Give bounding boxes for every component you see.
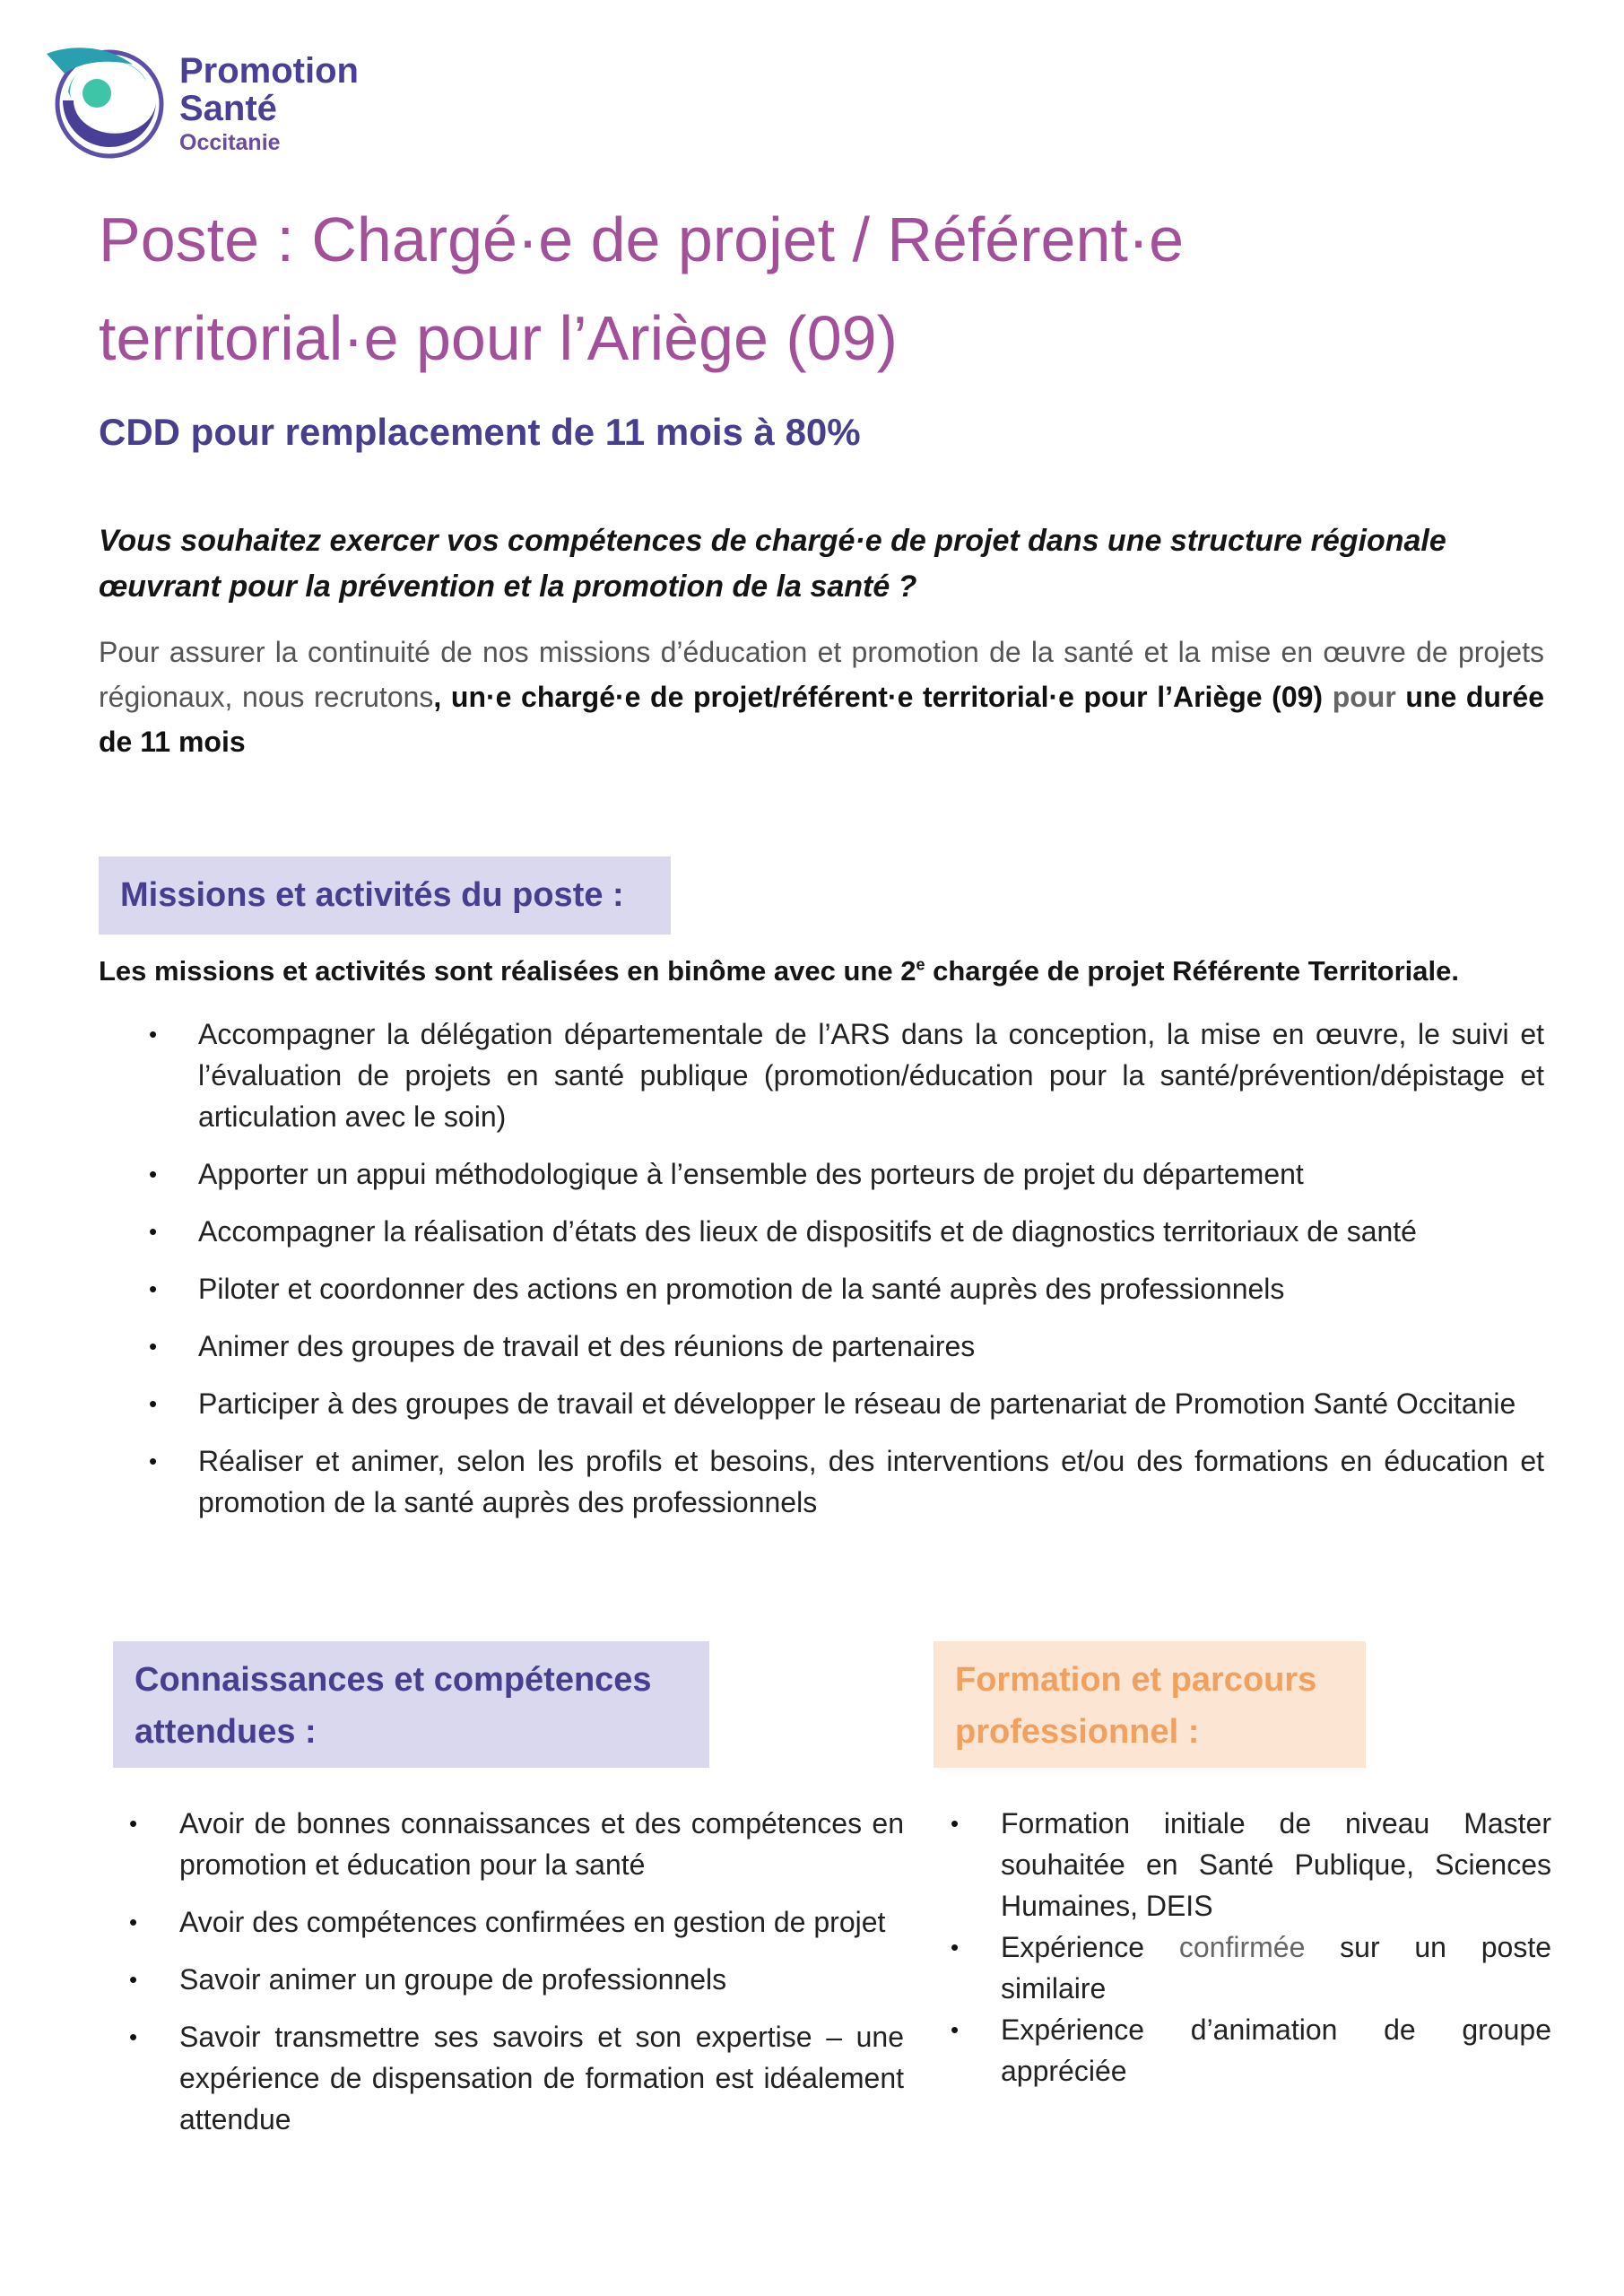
promotion-sante-logo-icon xyxy=(47,38,172,163)
list-item xyxy=(143,1326,1544,1367)
competences-heading xyxy=(113,1641,709,1768)
missions-lead-end: chargée de projet Référente Territoriale. xyxy=(925,955,1459,987)
list-item xyxy=(143,1211,1544,1252)
bullet-icon: • xyxy=(149,1021,158,1048)
list-item xyxy=(126,1803,904,1885)
bullet-icon: • xyxy=(129,1966,138,1993)
logo-line-promotion: Promotion xyxy=(179,51,359,91)
list-item xyxy=(143,1383,1544,1424)
mission-text: Animer des groupes de travail et des réunions de partenaires xyxy=(198,1330,976,1362)
formation-item2-grey: confirmée xyxy=(1178,1931,1306,1963)
logo-line-occitanie: Occitanie xyxy=(179,130,281,155)
bullet-icon: • xyxy=(149,1275,158,1302)
competences-heading-line2: attendues : xyxy=(135,1713,317,1751)
competence-text: Savoir animer un groupe de professionnels xyxy=(179,1963,727,1996)
formation-heading-line2: professionnel : xyxy=(955,1713,1200,1751)
mission-text: Participer à des groupes de travail et développer le réseau de partenariat de Promotion Santé Occitanie xyxy=(198,1387,1516,1420)
bullet-icon: • xyxy=(129,1810,138,1837)
intro-text-start: Pour assurer la continuité de nos missions d’éducation et promotion de la santé et la mise en œuvre de projets régionaux, nous recrutons xyxy=(99,636,1544,713)
bullet-icon: • xyxy=(129,1909,138,1935)
missions-heading: Missions et activités du poste : xyxy=(99,857,671,935)
bullet-icon: • xyxy=(149,1390,158,1417)
bullet-icon: • xyxy=(951,1934,960,1961)
list-item xyxy=(126,1959,904,2000)
missions-lead xyxy=(99,955,1569,987)
formation-item2-start: Expérience xyxy=(1001,1931,1179,1963)
contract-subtitle: CDD pour remplacement de 11 mois à 80% xyxy=(99,411,861,453)
logo-wordmark xyxy=(179,52,359,158)
list-item xyxy=(947,1803,1551,1926)
list-item xyxy=(143,1013,1544,1137)
list-item xyxy=(126,2016,904,2140)
competences-list xyxy=(126,1803,904,2156)
mission-text: Accompagner la réalisation d’états des lieux de dispositifs et de diagnostics territoriaux de santé xyxy=(198,1215,1417,1248)
logo xyxy=(47,38,387,163)
logo-line-sante: Santé xyxy=(179,89,277,128)
bullet-icon: • xyxy=(951,1810,960,1837)
intro-paragraph xyxy=(99,630,1544,764)
list-item xyxy=(947,1926,1551,2009)
formation-text xyxy=(1001,1926,1551,2009)
bullet-icon: • xyxy=(129,2023,138,2050)
intro-text-bold: , un·e chargé·e de projet/référent·e territorial·e pour l’Ariège (09) xyxy=(433,681,1324,713)
missions-lead-start: Les missions et activités sont réalisées en binôme avec une 2 xyxy=(99,955,916,987)
list-item xyxy=(143,1268,1544,1309)
bullet-icon: • xyxy=(149,1218,158,1245)
mission-text: Réaliser et animer, selon les profils et besoins, des interventions et/ou des formations en éducation et promotion de la santé auprès des professionnels xyxy=(198,1445,1544,1518)
mission-text: Accompagner la délégation départementale de l’ARS dans la conception, la mise en œuvre, le suivi et l’évaluation de projets en santé publique (promotion/éducation pour la santé/prévention/dépistage et articulation avec le soin) xyxy=(198,1018,1544,1133)
mission-text: Piloter et coordonner des actions en promotion de la santé auprès des professionnels xyxy=(198,1273,1285,1305)
formation-item2-end: sur un poste similaire xyxy=(1001,1931,1552,2005)
intro-text-end: une durée de 11 mois xyxy=(99,681,1545,758)
intro-text-grey: pour xyxy=(1323,681,1396,713)
list-item xyxy=(143,1153,1544,1195)
bullet-icon: • xyxy=(149,1161,158,1187)
list-item xyxy=(143,1440,1544,1523)
formation-list xyxy=(947,1803,1551,2092)
formation-heading xyxy=(934,1641,1366,1768)
intro-question: Vous souhaitez exercer vos compétences de chargé·e de projet dans une structure régionale œuvrant pour la prévention et la promotion de la santé ? xyxy=(99,524,1446,604)
competence-text: Savoir transmettre ses savoirs et son expertise – une expérience de dispensation de formation est idéalement attendue xyxy=(179,2021,904,2135)
competence-text: Avoir de bonnes connaissances et des compétences en promotion et éducation pour la santé xyxy=(179,1807,904,1881)
bullet-icon: • xyxy=(951,2016,960,2043)
competences-heading-line1: Connaissances et compétences xyxy=(135,1661,652,1699)
list-item xyxy=(126,1901,904,1943)
page-title: Poste : Chargé·e de projet / Référent·e territorial·e pour l’Ariège (09) xyxy=(99,204,1185,373)
bullet-icon: • xyxy=(149,1448,158,1474)
missions-list xyxy=(143,1013,1544,1539)
formation-text: Formation initiale de niveau Master souhaitée en Santé Publique, Sciences Humaines, DEIS xyxy=(1001,1807,1551,1922)
mission-text: Apporter un appui méthodologique à l’ensemble des porteurs de projet du département xyxy=(198,1158,1304,1190)
competence-text: Avoir des compétences confirmées en gestion de projet xyxy=(179,1906,886,1938)
formation-text: Expérience d’animation de groupe appréciée xyxy=(1001,2013,1551,2087)
formation-heading-line1: Formation et parcours xyxy=(955,1661,1317,1699)
missions-lead-sup: e xyxy=(916,955,925,974)
list-item xyxy=(947,2009,1551,2092)
bullet-icon: • xyxy=(149,1333,158,1360)
